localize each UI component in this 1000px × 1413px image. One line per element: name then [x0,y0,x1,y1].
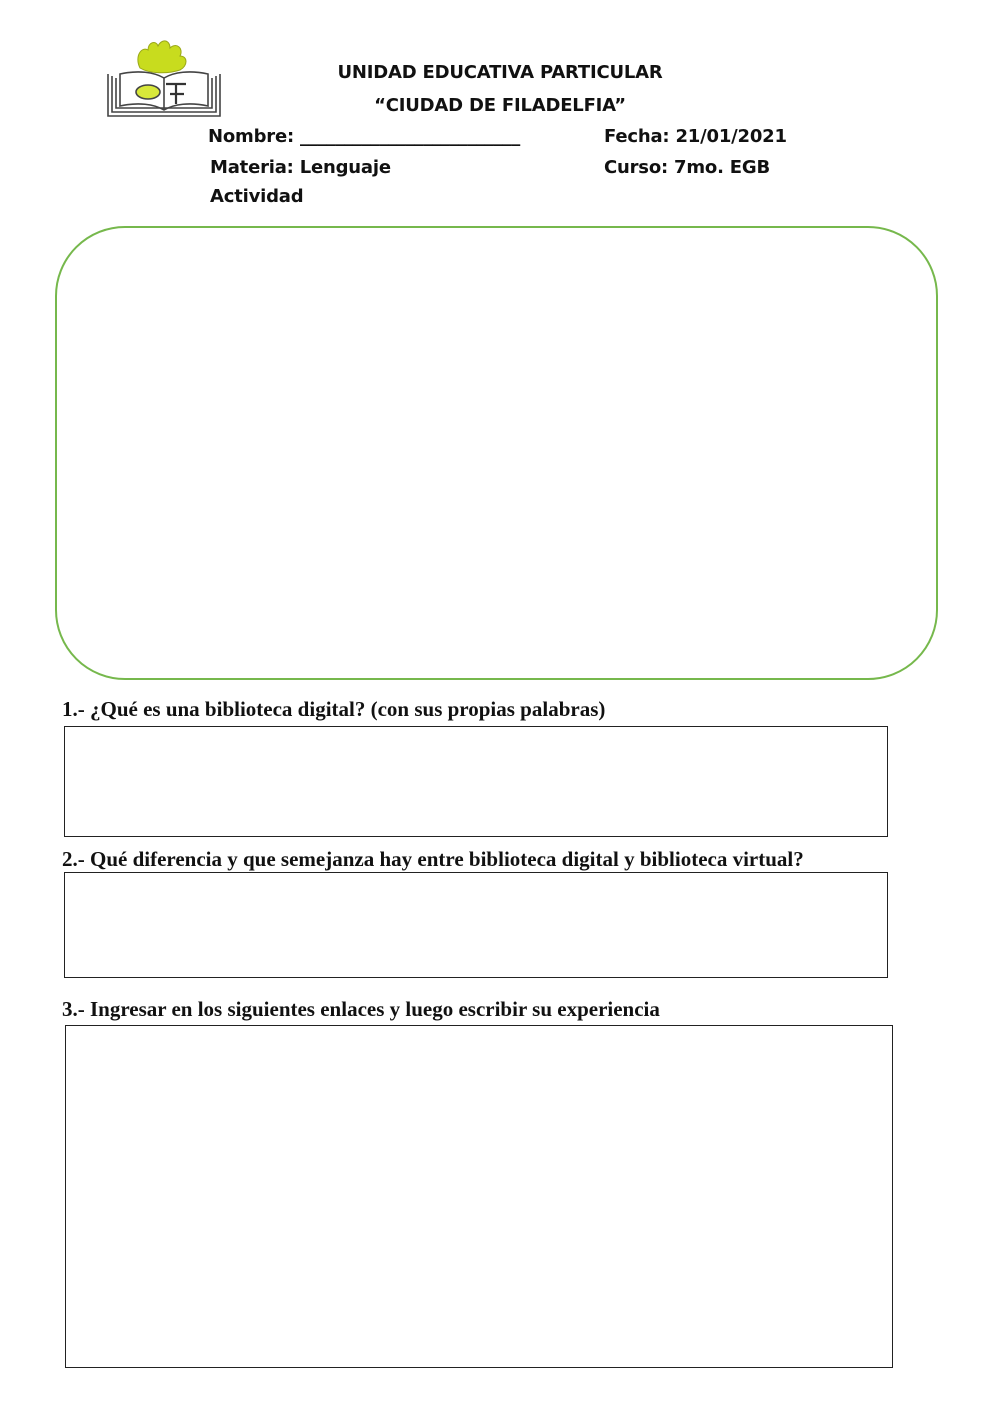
logo-oval [136,85,160,99]
activity-frame[interactable] [55,226,938,680]
question-3: 3.- Ingresar en los siguientes enlaces y luego escribir su experiencia [62,997,660,1021]
question-2: 2.- Qué diferencia y que semejanza hay entre biblioteca digital y biblioteca virtual? [62,847,804,871]
school-city-name: “CIUDAD DE FILADELFIA” [374,95,626,116]
answer-box-3[interactable] [65,1025,893,1368]
question-1: 1.- ¿Qué es una biblioteca digital? (con sus propias palabras) [62,697,606,721]
curso-label: Curso: 7mo. EGB [604,157,770,178]
answer-box-1[interactable] [64,726,888,837]
materia-label: Materia: Lenguaje [210,157,391,178]
school-name: UNIDAD EDUCATIVA PARTICULAR [337,62,663,83]
logo-flame [138,41,186,73]
school-logo [104,38,224,120]
fecha-label: Fecha: 21/01/2021 [604,126,787,147]
nombre-field[interactable]: Nombre: _________________________ [208,126,521,147]
answer-box-2[interactable] [64,872,888,978]
actividad-label: Actividad [210,186,304,207]
